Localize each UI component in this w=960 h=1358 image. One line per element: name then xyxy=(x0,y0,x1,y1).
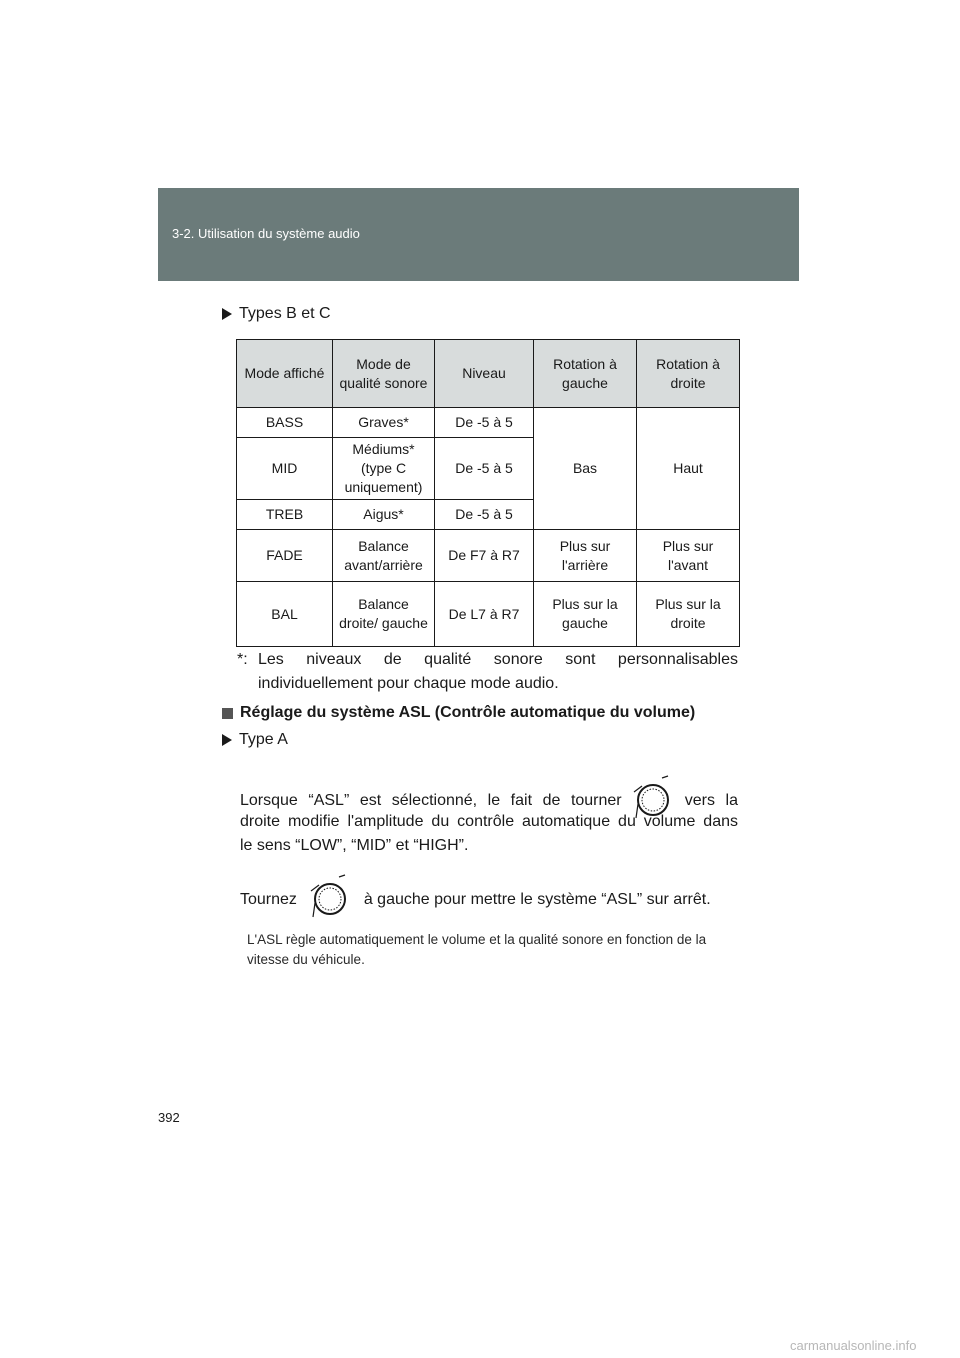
paragraph2-part2: à gauche pour mettre le système “ASL” sur arrêt. xyxy=(363,891,711,909)
cell-mode: FADE xyxy=(237,530,333,582)
asl-title-text: Réglage du système ASL (Contrôle automatique du volume) xyxy=(240,704,696,721)
cell-level: De L7 à R7 xyxy=(435,582,534,647)
footnote-mark: *: xyxy=(237,651,248,668)
cell-level: De -5 à 5 xyxy=(435,438,534,500)
cell-merged-left: Bas xyxy=(534,408,637,530)
square-bullet-icon xyxy=(222,708,233,719)
cell-quality: Balance droite/ gauche xyxy=(333,582,435,647)
header-mode: Mode affiché xyxy=(237,340,333,408)
cell-mode: TREB xyxy=(237,500,333,530)
header-rotate-right: Rotation à droite xyxy=(637,340,740,408)
cell-rotate-left: Plus sur l'arrière xyxy=(534,530,637,582)
table-row xyxy=(237,408,740,438)
cell-mode: MID xyxy=(237,438,333,500)
footnote xyxy=(237,648,738,696)
paragraph2-part1: Tournez xyxy=(240,891,297,909)
watermark: carmanualsonline.info xyxy=(790,1338,917,1353)
cell-level: De F7 à R7 xyxy=(435,530,534,582)
cell-quality: Médiums* (type C uniquement) xyxy=(333,438,435,500)
triangle-bullet-icon xyxy=(222,734,232,746)
knob-icon xyxy=(309,873,351,927)
paragraph2 xyxy=(240,873,738,927)
table-row xyxy=(237,530,740,582)
cell-quality: Aigus* xyxy=(333,500,435,530)
cell-quality: Balance avant/arrière xyxy=(333,530,435,582)
triangle-bullet-icon xyxy=(222,308,232,320)
cell-mode: BASS xyxy=(237,408,333,438)
paragraph1-part2: vers la xyxy=(684,792,739,810)
cell-quality: Graves* xyxy=(333,408,435,438)
footnote-line2: individuellement pour chaque mode audio. xyxy=(258,675,559,692)
cell-rotate-right: Plus sur l'avant xyxy=(637,530,740,582)
types-bc-label: Types B et C xyxy=(239,305,331,322)
header-quality: Mode de qualité sonore xyxy=(333,340,435,408)
header-rotate-left: Rotation à gauche xyxy=(534,340,637,408)
type-a-label: Type A xyxy=(239,731,288,748)
settings-table xyxy=(236,339,740,647)
paragraph1-line2: droite modifie l'amplitude du contrôle automatique du volume dans xyxy=(240,813,738,830)
types-bc-heading xyxy=(222,305,331,323)
page-number: 392 xyxy=(158,1110,180,1125)
footnote-line1: Les niveaux de qualité sonore sont personnalisables xyxy=(258,651,738,668)
cell-merged-right: Haut xyxy=(637,408,740,530)
header-level: Niveau xyxy=(435,340,534,408)
table-header-row xyxy=(237,340,740,408)
cell-mode: BAL xyxy=(237,582,333,647)
paragraph1-part1: Lorsque “ASL” est sélectionné, le fait de tourner xyxy=(240,792,622,810)
cell-rotate-left: Plus sur la gauche xyxy=(534,582,637,647)
asl-section-title xyxy=(222,704,695,722)
table-row xyxy=(237,582,740,647)
cell-rotate-right: Plus sur la droite xyxy=(637,582,740,647)
cell-level: De -5 à 5 xyxy=(435,500,534,530)
type-a-heading xyxy=(222,731,288,749)
section-label: 3-2. Utilisation du système audio xyxy=(172,226,360,241)
paragraph1-line3: le sens “LOW”, “MID” et “HIGH”. xyxy=(240,837,469,854)
note: L'ASL règle automatiquement le volume et la qualité sonore en fonction de la vitesse du véhicule. xyxy=(247,932,707,967)
cell-level: De -5 à 5 xyxy=(435,408,534,438)
